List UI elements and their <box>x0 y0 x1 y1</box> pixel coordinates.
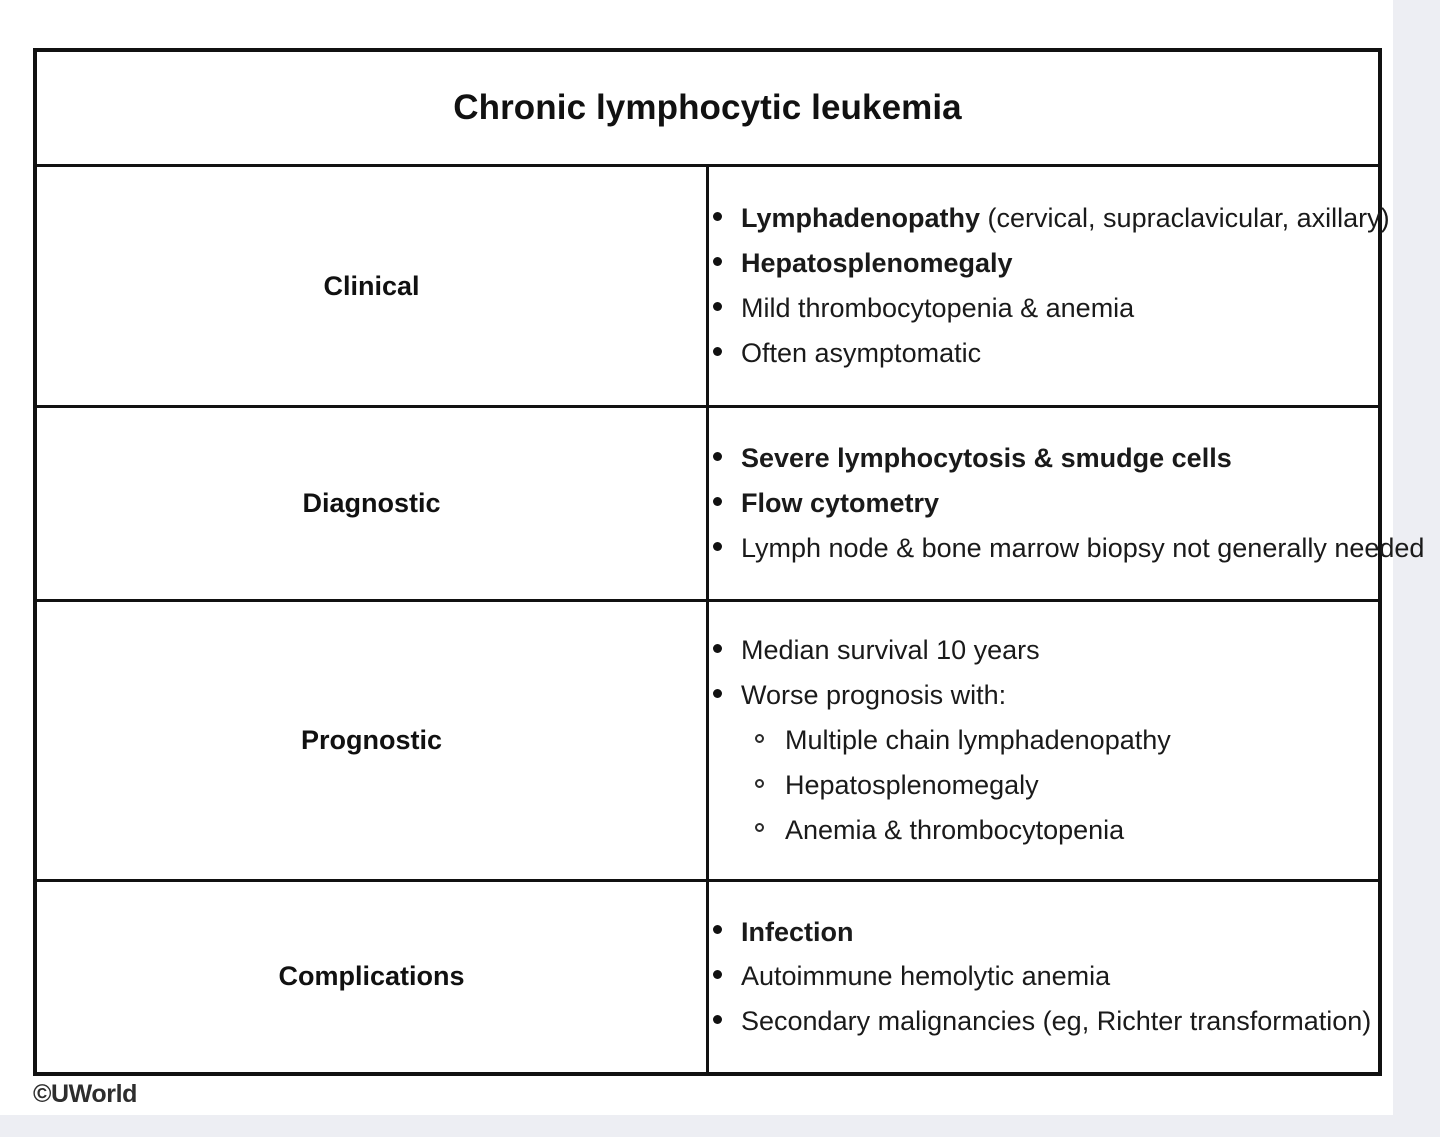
hollow-bullet-icon <box>755 734 764 743</box>
list-item <box>709 954 1378 999</box>
table-row <box>35 601 1380 881</box>
list-item <box>709 910 1378 955</box>
row-label-clinical: Clinical <box>35 166 708 407</box>
list-item-text: Median survival 10 years <box>741 635 1040 666</box>
row-content-complications <box>708 881 1381 1074</box>
filled-bullet-icon <box>713 497 722 506</box>
filled-bullet-icon <box>713 257 722 266</box>
list-item <box>709 331 1378 376</box>
list-item <box>709 286 1378 331</box>
bullet-list-diagnostic <box>709 436 1425 570</box>
list-item <box>709 999 1378 1044</box>
row-content-prognostic <box>708 601 1381 881</box>
table-body <box>35 50 1425 1074</box>
filled-bullet-icon <box>713 644 722 653</box>
list-item-text: Autoimmune hemolytic anemia <box>741 961 1111 992</box>
filled-bullet-icon <box>713 1015 722 1024</box>
list-item-text: Worse prognosis with: <box>741 680 1007 711</box>
row-label-prognostic: Prognostic <box>35 601 708 881</box>
row-label-complications: Complications <box>35 881 708 1074</box>
list-item-text: Mild thrombocytopenia & anemia <box>741 293 1135 323</box>
list-item-bold-text: Hepatosplenomegaly <box>741 248 1013 279</box>
list-item-text: Lymph node & bone marrow biopsy not generally needed <box>741 532 1425 563</box>
filled-bullet-icon <box>713 212 722 221</box>
filled-bullet-icon <box>713 452 722 461</box>
filled-bullet-icon <box>713 347 722 356</box>
list-item-bold-text: Lymphadenopathy <box>741 203 981 234</box>
list-item-text: Hepatosplenomegaly <box>785 769 1039 800</box>
bullet-list-complications <box>709 910 1378 1044</box>
list-item-text: Often asymptomatic <box>741 337 982 368</box>
sub-bullet-list-prognostic <box>709 718 1378 852</box>
filled-bullet-icon <box>713 925 722 934</box>
table-row <box>35 881 1380 1074</box>
list-item <box>709 526 1425 571</box>
table-title-row <box>35 50 1380 166</box>
filled-bullet-icon <box>713 302 722 311</box>
list-item-bold-text: Flow cytometry <box>741 488 940 519</box>
list-item-bold-text: Infection <box>741 916 854 947</box>
list-item <box>709 196 1390 241</box>
bullet-list-clinical <box>709 196 1390 375</box>
cll-summary-table <box>33 48 1425 1076</box>
list-item <box>709 673 1378 718</box>
list-item <box>709 763 1378 808</box>
filled-bullet-icon <box>713 689 722 698</box>
bullet-list-prognostic <box>709 628 1378 718</box>
list-item <box>709 628 1378 673</box>
table-row <box>35 166 1380 407</box>
uworld-watermark: ©UWorld <box>33 1080 138 1108</box>
list-item-text: Secondary malignancies (eg, Richter transformation) <box>741 1006 1372 1037</box>
list-item <box>709 481 1378 526</box>
list-item-text: (cervical, supraclavicular, axillary) <box>980 203 1390 234</box>
hollow-bullet-icon <box>755 823 764 832</box>
list-item <box>709 718 1378 763</box>
list-item-text: Anemia & thrombocytopenia <box>785 814 1125 845</box>
row-content-clinical <box>708 166 1390 407</box>
list-item <box>709 241 1378 286</box>
list-item <box>709 808 1378 853</box>
filled-bullet-icon <box>713 970 722 979</box>
row-content-diagnostic <box>708 407 1425 601</box>
row-label-diagnostic: Diagnostic <box>35 407 708 601</box>
list-item-bold-text: Severe lymphocytosis & smudge cells <box>741 443 1232 474</box>
filled-bullet-icon <box>713 542 722 551</box>
list-item-text: Multiple chain lymphadenopathy <box>785 725 1171 756</box>
table-row <box>35 407 1380 601</box>
page-title: Chronic lymphocytic leukemia <box>35 50 1380 166</box>
hollow-bullet-icon <box>755 779 764 788</box>
list-item <box>709 436 1378 481</box>
